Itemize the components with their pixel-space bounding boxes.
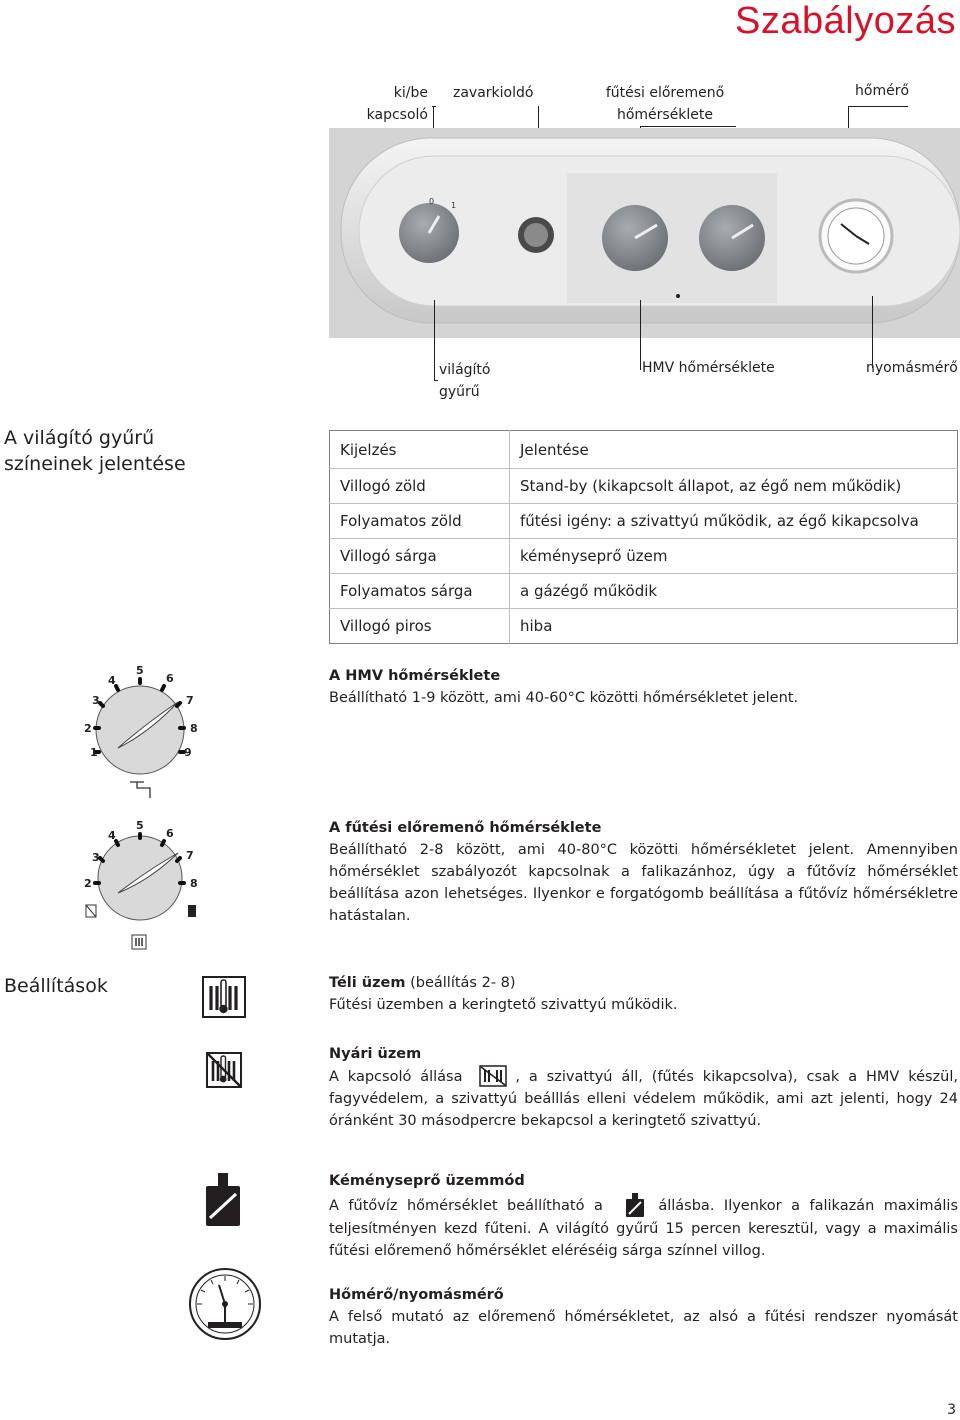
table-cell: Villogó piros — [330, 609, 510, 644]
gauge-text: A felső mutató az előremenő hőmérsékletet, az alsó a fűtési rendszer nyomását mutatja. — [329, 1309, 958, 1347]
dial-tick-label: 6 — [166, 827, 174, 840]
table-header-row — [330, 431, 958, 469]
dhw-section — [329, 665, 958, 709]
winter-text: Fűtési üzemben a keringtető szivattyú működik. — [329, 997, 678, 1013]
dial-tick-label: 5 — [136, 819, 144, 832]
label-flow-temperature: fűtési előremenő hőmérséklete — [605, 85, 725, 123]
ring-color-table — [329, 430, 958, 644]
winter-section — [329, 972, 958, 1016]
dhw-title: A HMV hőmérséklete — [329, 668, 501, 684]
table-cell: hiba — [520, 617, 553, 635]
chimney-section — [329, 1170, 958, 1262]
label-light-ring: világító gyűrű — [439, 362, 491, 400]
faucet-icon — [130, 782, 150, 798]
legend-heading: A világító gyűrű színeinek jelentése — [4, 427, 186, 475]
page-number: 3 — [947, 1402, 956, 1418]
table-cell: Folyamatos zöld — [330, 504, 510, 539]
table-row — [330, 609, 958, 644]
table-header: Kijelzés — [330, 431, 510, 469]
table-cell: Stand-by (kikapcsolt állapot, az égő nem működik) — [510, 469, 958, 504]
heating-dial-diagram — [78, 815, 208, 960]
table-cell: Villogó sárga — [330, 539, 510, 574]
dhw-text: Beállítható 1-9 között, ami 40-60°C közötti hőmérsékletet jelent. — [329, 690, 799, 706]
table-row — [330, 539, 958, 574]
dial-tick-label: 6 — [166, 672, 174, 685]
summer-text-b: , a szivattyú áll, (fűtés kikapcsolva), csak a HMV készül, fagyvédelem, a szivattyú beálllás elleni védelem működik, ami azt jelenti, hogy 24 óránként 30 másodpercre bekapcsol a keringtető szivattyú. — [329, 1069, 958, 1129]
summer-inline-icon — [479, 1065, 507, 1087]
label-dhw-temperature: HMV hőmérséklete — [642, 360, 775, 376]
table-cell: a gázégő működik — [510, 574, 958, 609]
label-reset: zavarkioldó — [453, 85, 534, 101]
heating-title: A fűtési előremenő hőmérséklete — [329, 820, 602, 836]
dial-tick-label: 8 — [190, 722, 198, 735]
dial-tick-label: 2 — [84, 722, 92, 735]
callout-line — [848, 106, 908, 107]
chimney-text-a: A fűtővíz hőmérséklet beállítható a — [329, 1198, 603, 1214]
table-header: Jelentése — [510, 431, 958, 469]
table-cell: Villogó zöld — [330, 469, 510, 504]
summer-title: Nyári üzem — [329, 1046, 422, 1062]
summer-section — [329, 1043, 958, 1132]
dial-tick-label: 7 — [186, 694, 194, 707]
table-row — [330, 469, 958, 504]
table-row — [330, 504, 958, 539]
dial-tick-label: 3 — [92, 694, 100, 707]
page-title: Szabályozás — [735, 0, 956, 42]
chimney-title: Kéményseprő üzemmód — [329, 1173, 525, 1189]
gauge-section — [329, 1284, 958, 1350]
dial-tick-label: 8 — [190, 877, 198, 890]
dial-tick-label: 5 — [136, 664, 144, 677]
chimney-sweep-icon — [204, 1172, 242, 1228]
dial-tick-label: 4 — [108, 674, 116, 687]
dial-tick-label: 1 — [90, 746, 98, 759]
winter-mode-icon — [202, 976, 246, 1018]
dial-tick-label: 2 — [84, 877, 92, 890]
callout-line — [432, 106, 436, 107]
dial-tick-label: 7 — [186, 849, 194, 862]
dial-tick-label: 9 — [184, 746, 192, 759]
label-on-off-switch: ki/be kapcsoló — [366, 85, 428, 123]
callout-line — [640, 126, 736, 127]
label-thermometer: hőmérő — [855, 83, 910, 99]
table-row — [330, 574, 958, 609]
callout-line — [434, 300, 435, 380]
control-panel-photo — [329, 128, 960, 338]
thermometer-gauge-icon — [188, 1267, 262, 1341]
winter-title: Téli üzem — [329, 975, 406, 991]
label-pressure-gauge: nyomásmérő — [866, 360, 958, 376]
dial-tick-label: 3 — [92, 851, 100, 864]
heating-section — [329, 817, 958, 927]
svg-text:1: 1 — [451, 201, 457, 210]
dial-tick-label: 4 — [108, 829, 116, 842]
callout-line — [434, 380, 438, 381]
heating-text: Beállítható 2-8 között, ami 40-80°C közötti hőmérsékletet jelent. Amennyiben hőmérséklet szabályozót kapcsolnak a falikazánhoz, úgy a fűtővíz hőmérséklet beállítása azon lehetséges. Ilyenkor e forgatógomb beállítása a fűtővíz hőmérsékletre hatástalan. — [329, 842, 958, 924]
chimney-text-b: állásba. Ilyenkor a falikazán maximális teljesítményen kezd fűteni. A világító gyűrű 15 percen keresztül, vagy a maximális fűtési előremenő hőmérséklet eléréséig sárga színnel villog. — [329, 1198, 958, 1259]
settings-heading: Beállítások — [4, 975, 108, 997]
table-cell: Folyamatos sárga — [330, 574, 510, 609]
chimney-sweep-icon — [188, 905, 196, 917]
chimney-inline-icon — [624, 1192, 646, 1218]
summer-text-a: A kapcsoló állása — [329, 1069, 463, 1085]
callout-line — [640, 300, 641, 370]
dhw-dial-diagram — [78, 660, 208, 810]
winter-title-suffix: (beállítás 2- 8) — [405, 975, 516, 991]
table-cell: fűtési igény: a szivattyú működik, az égő kikapcsolva — [510, 504, 958, 539]
svg-text:0: 0 — [429, 197, 435, 206]
summer-mode-icon — [206, 1052, 242, 1088]
table-cell: kéményseprő üzem — [510, 539, 958, 574]
gauge-title: Hőmérő/nyomásmérő — [329, 1287, 504, 1303]
